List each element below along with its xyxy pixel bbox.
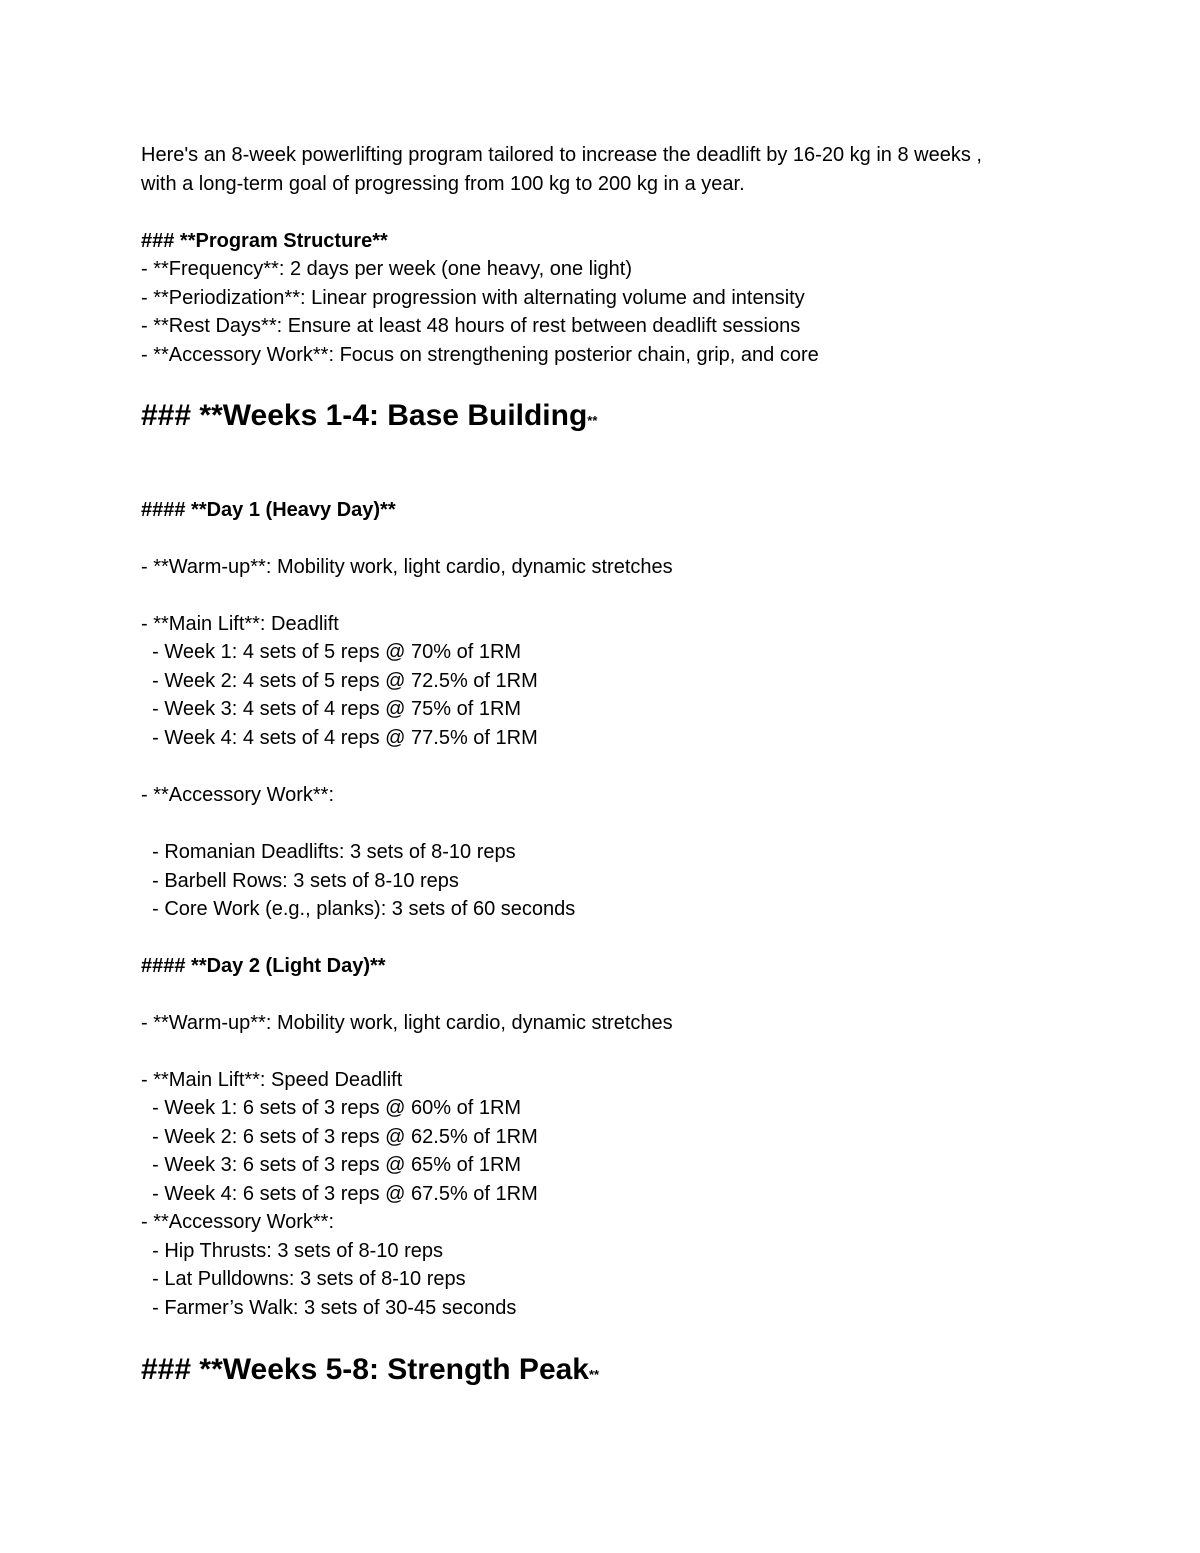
intro-line-1: Here's an 8-week powerlifting program tailored to increase the deadlift by 16-20 kg in 8 weeks , — [141, 144, 982, 166]
structure-item-periodization: - **Periodization**: Linear progression with alternating volume and intensity — [141, 287, 805, 309]
day2-week-1: - Week 1: 6 sets of 3 reps @ 60% of 1RM — [141, 1097, 522, 1119]
day2-accessory-heading: - **Accessory Work**: — [141, 1211, 335, 1233]
day1-accessory-3: - Core Work (e.g., planks): 3 sets of 60 seconds — [141, 898, 576, 920]
day2-main-lift: - **Main Lift**: Speed Deadlift — [141, 1069, 403, 1091]
weeks-5-8-heading-stars: ** — [589, 1367, 600, 1382]
day1-week-1: - Week 1: 4 sets of 5 reps @ 70% of 1RM — [141, 641, 522, 663]
weeks-1-4-heading-text: ### **Weeks 1-4: Base Building — [141, 399, 588, 432]
day1-accessory-2: - Barbell Rows: 3 sets of 8-10 reps — [141, 870, 459, 892]
program-structure-heading: ### **Program Structure** — [141, 230, 388, 252]
structure-item-frequency: - **Frequency**: 2 days per week (one heavy, one light) — [141, 258, 633, 280]
day2-week-4: - Week 4: 6 sets of 3 reps @ 67.5% of 1RM — [141, 1183, 538, 1205]
day1-week-2: - Week 2: 4 sets of 5 reps @ 72.5% of 1RM — [141, 670, 538, 692]
day2-week-3: - Week 3: 6 sets of 3 reps @ 65% of 1RM — [141, 1154, 522, 1176]
weeks-5-8-heading — [141, 1352, 599, 1393]
weeks-1-4-heading — [141, 398, 597, 439]
weeks-5-8-heading-text: ### **Weeks 5-8: Strength Peak — [141, 1353, 589, 1386]
weeks-1-4-heading-stars: ** — [587, 413, 598, 428]
day1-week-4: - Week 4: 4 sets of 4 reps @ 77.5% of 1RM — [141, 727, 538, 749]
structure-item-rest-days: - **Rest Days**: Ensure at least 48 hours of rest between deadlift sessions — [141, 315, 801, 337]
day1-heading: #### **Day 1 (Heavy Day)** — [141, 499, 396, 521]
intro-line-2: with a long-term goal of progressing from 100 kg to 200 kg in a year. — [141, 173, 745, 195]
day1-warmup: - **Warm-up**: Mobility work, light cardio, dynamic stretches — [141, 556, 673, 578]
day2-accessory-2: - Lat Pulldowns: 3 sets of 8-10 reps — [141, 1268, 466, 1290]
day2-week-2: - Week 2: 6 sets of 3 reps @ 62.5% of 1RM — [141, 1126, 538, 1148]
day2-accessory-3: - Farmer’s Walk: 3 sets of 30-45 seconds — [141, 1297, 517, 1319]
day2-accessory-1: - Hip Thrusts: 3 sets of 8-10 reps — [141, 1240, 443, 1262]
day1-accessory-heading: - **Accessory Work**: — [141, 784, 335, 806]
day1-week-3: - Week 3: 4 sets of 4 reps @ 75% of 1RM — [141, 698, 522, 720]
day2-warmup: - **Warm-up**: Mobility work, light cardio, dynamic stretches — [141, 1012, 673, 1034]
structure-item-accessory: - **Accessory Work**: Focus on strengthening posterior chain, grip, and core — [141, 344, 819, 366]
day2-heading: #### **Day 2 (Light Day)** — [141, 955, 386, 977]
day1-main-lift: - **Main Lift**: Deadlift — [141, 613, 339, 635]
day1-accessory-1: - Romanian Deadlifts: 3 sets of 8-10 reps — [141, 841, 516, 863]
